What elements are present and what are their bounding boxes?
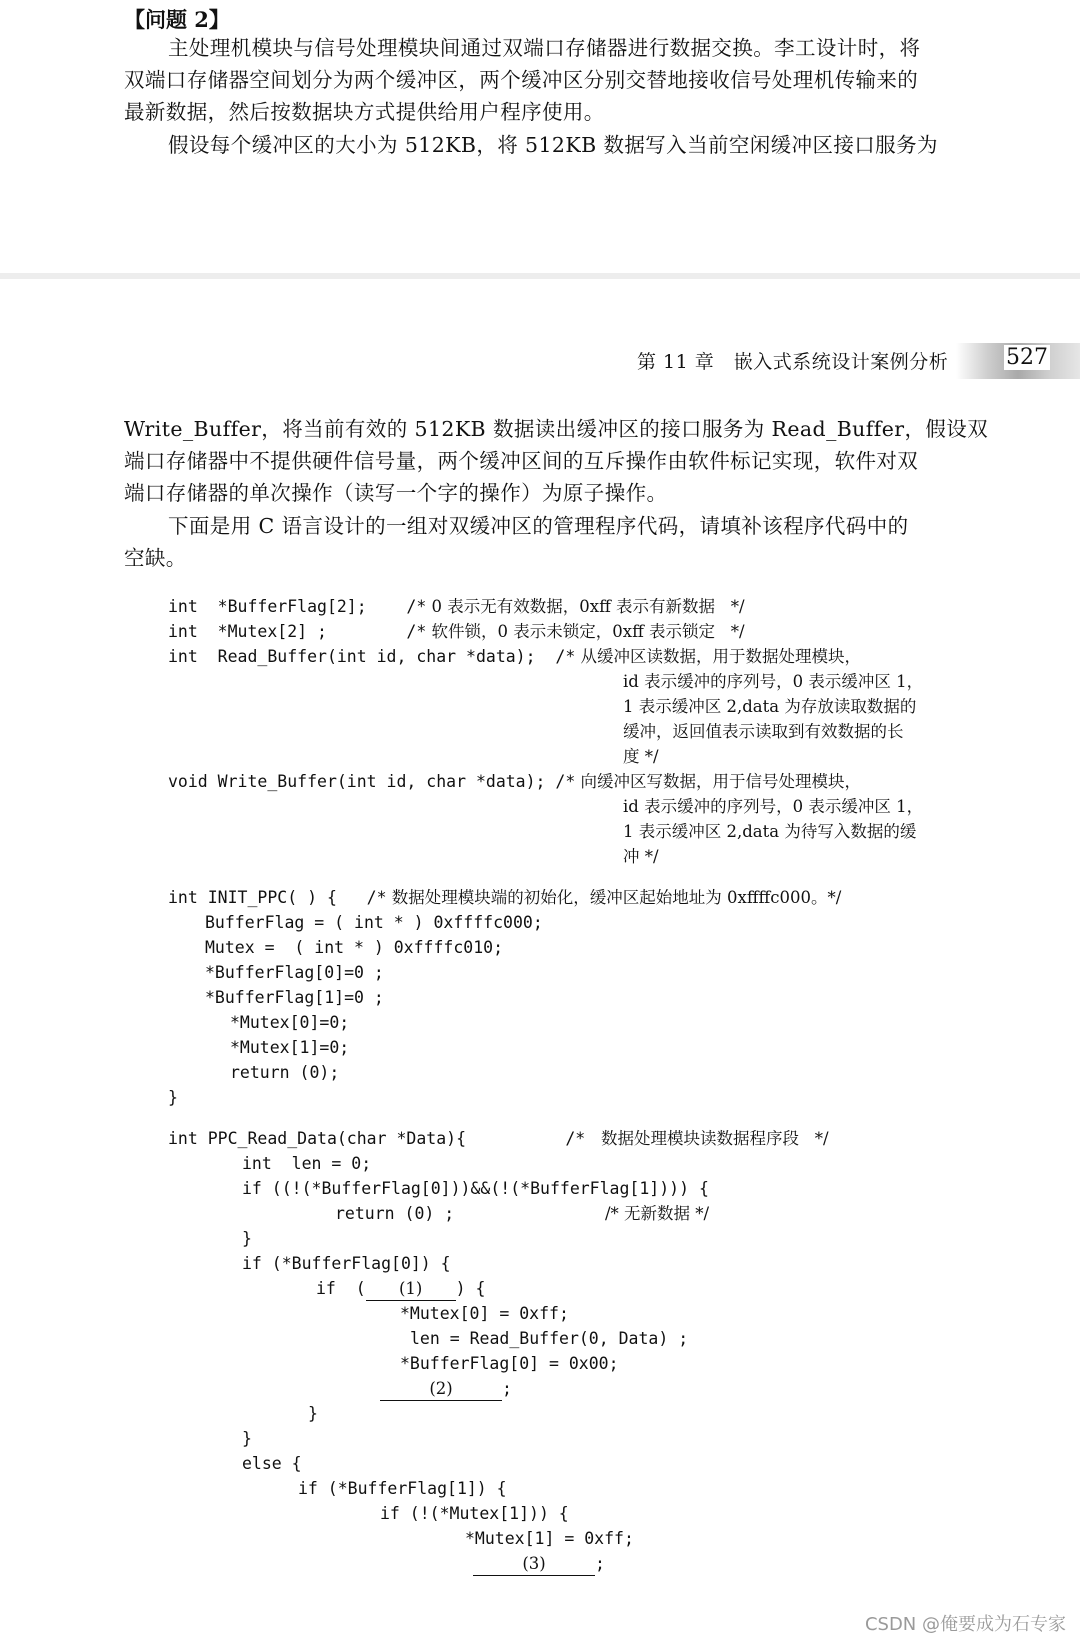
text-line: 端口存储器中不提供硬件信号量，两个缓冲区间的互斥操作由软件标记实现，软件对双 — [124, 449, 919, 473]
code-line: } — [168, 1088, 178, 1107]
code-text: int PPC_Read_Data(char *Data){ /* — [168, 1129, 586, 1148]
code-line: *Mutex[1] = 0xff; — [465, 1529, 634, 1548]
code-comment-line: id 表示缓冲的序列号，0 表示缓冲区 1， — [623, 672, 924, 691]
body-paragraph-1 — [124, 413, 989, 509]
question-heading: 【问题 2】 — [124, 7, 230, 32]
text-line: 下面是用 C 语言设计的一组对双缓冲区的管理程序代码，请填补该程序代码中的 — [168, 514, 909, 538]
code-line: *BufferFlag[0] = 0x00; — [400, 1354, 619, 1373]
code-line: if (!(*Mutex[1])) { — [380, 1504, 569, 1523]
code-comment: 向缓冲区写数据，用于信号处理模块， — [575, 772, 862, 791]
blank-1[interactable]: (1) — [366, 1278, 456, 1301]
code-line: return (0); — [230, 1063, 340, 1082]
text-line: 端口存储器的单次操作（读写一个字的操作）为原子操作。 — [124, 481, 668, 505]
code-text: return (0) ; — [335, 1204, 455, 1223]
blank-2[interactable]: (2) — [380, 1378, 502, 1401]
code-text: ; — [595, 1554, 605, 1573]
code-text: ; — [502, 1379, 512, 1398]
text-line: Write_Buffer，将当前有效的 512KB 数据读出缓冲区的接口服务为 Read_Buffer，假设双 — [124, 417, 989, 441]
code-text: int Read_Buffer(int id, char *data); /* — [168, 647, 576, 666]
code-line: Mutex = ( int * ) 0xffffc010; — [205, 938, 504, 957]
code-decl-mutex — [168, 619, 745, 644]
code-decl-bufferflag — [168, 594, 745, 619]
code-line: if (*BufferFlag[0]) { — [242, 1254, 451, 1273]
code-comment-line: id 表示缓冲的序列号，0 表示缓冲区 1， — [623, 797, 924, 816]
code-line: if (*BufferFlag[1]) { — [298, 1479, 507, 1498]
code-text: void Write_Buffer(int id, char *data); /* — [168, 772, 576, 791]
top-paragraph-1 — [124, 32, 956, 128]
body-paragraph-2 — [124, 510, 956, 574]
code-line: *BufferFlag[1]=0 ; — [205, 988, 384, 1007]
code-line: } — [242, 1429, 252, 1448]
text-line: 双端口存储器空间划分为两个缓冲区，两个缓冲区分别交替地接收信号处理机传输来的 — [124, 68, 919, 92]
code-line: int len = 0; — [242, 1154, 372, 1173]
text-line: 最新数据，然后按数据块方式提供给用户程序使用。 — [124, 100, 605, 124]
code-comment: 0 表示无有效数据，0xff 表示有新数据 */ — [426, 597, 745, 616]
code-decl-write-buffer — [168, 769, 861, 794]
code-line: } — [308, 1404, 318, 1423]
code-text: if ( — [316, 1279, 366, 1298]
code-text: int INIT_PPC( ) { /* — [168, 888, 387, 907]
chapter-header: 第 11 章 嵌入式系统设计案例分析 — [637, 351, 949, 373]
code-line: if ((!(*BufferFlag[0]))&&(!(*BufferFlag[1]))) { — [242, 1179, 709, 1198]
code-line-blank-2 — [380, 1376, 512, 1401]
code-line — [335, 1201, 454, 1226]
code-line: } — [242, 1229, 252, 1248]
code-line: else { — [242, 1454, 302, 1473]
blank-3[interactable]: (3) — [473, 1553, 595, 1576]
top-paragraph-2 — [124, 129, 956, 161]
code-line: len = Read_Buffer(0, Data) ; — [410, 1329, 689, 1348]
code-comment: 软件锁，0 表示未锁定，0xff 表示锁定 */ — [426, 622, 745, 641]
code-line: *Mutex[0]=0; — [230, 1013, 350, 1032]
code-comment-line: 1 表示缓冲区 2,data 为待写入数据的缓 — [623, 822, 917, 841]
code-init-signature — [168, 885, 841, 910]
code-line: *Mutex[1]=0; — [230, 1038, 350, 1057]
code-line: *BufferFlag[0]=0 ; — [205, 963, 384, 982]
watermark: CSDN @俺要成为石专家 — [864, 1614, 1066, 1635]
code-comment-line: 缓冲，返回值表示读取到有效数据的长 — [623, 722, 904, 741]
page-number: 527 — [1006, 345, 1048, 370]
text-line: 主处理机模块与信号处理模块间通过双端口存储器进行数据交换。李工设计时，将 — [168, 36, 921, 60]
text-line: 空缺。 — [124, 546, 187, 570]
code-comment: /* 无新数据 */ — [605, 1204, 710, 1223]
code-comment-line: 度 */ — [623, 747, 659, 766]
code-text: int *Mutex[2] ; /* — [168, 622, 427, 641]
code-read-signature — [168, 1126, 829, 1151]
code-text: int *BufferFlag[2]; /* — [168, 597, 427, 616]
code-comment: 数据处理模块端的初始化，缓冲区起始地址为 0xffffc000。*/ — [386, 888, 842, 907]
code-comment-line: 冲 */ — [623, 847, 659, 866]
code-comment: 从缓冲区读数据，用于数据处理模块， — [575, 647, 862, 666]
code-line: *Mutex[0] = 0xff; — [400, 1304, 569, 1323]
code-line-blank-1 — [316, 1276, 485, 1301]
code-decl-read-buffer — [168, 644, 861, 669]
text-line: 假设每个缓冲区的大小为 512KB，将 512KB 数据写入当前空闲缓冲区接口服务为 — [168, 133, 938, 157]
code-line: BufferFlag = ( int * ) 0xffffc000; — [205, 913, 543, 932]
code-comment-line: 1 表示缓冲区 2,data 为存放读取数据的 — [623, 697, 917, 716]
code-line-blank-3 — [473, 1551, 605, 1576]
code-comment: 数据处理模块读数据程序段 */ — [585, 1129, 829, 1148]
code-text: ) { — [455, 1279, 486, 1298]
